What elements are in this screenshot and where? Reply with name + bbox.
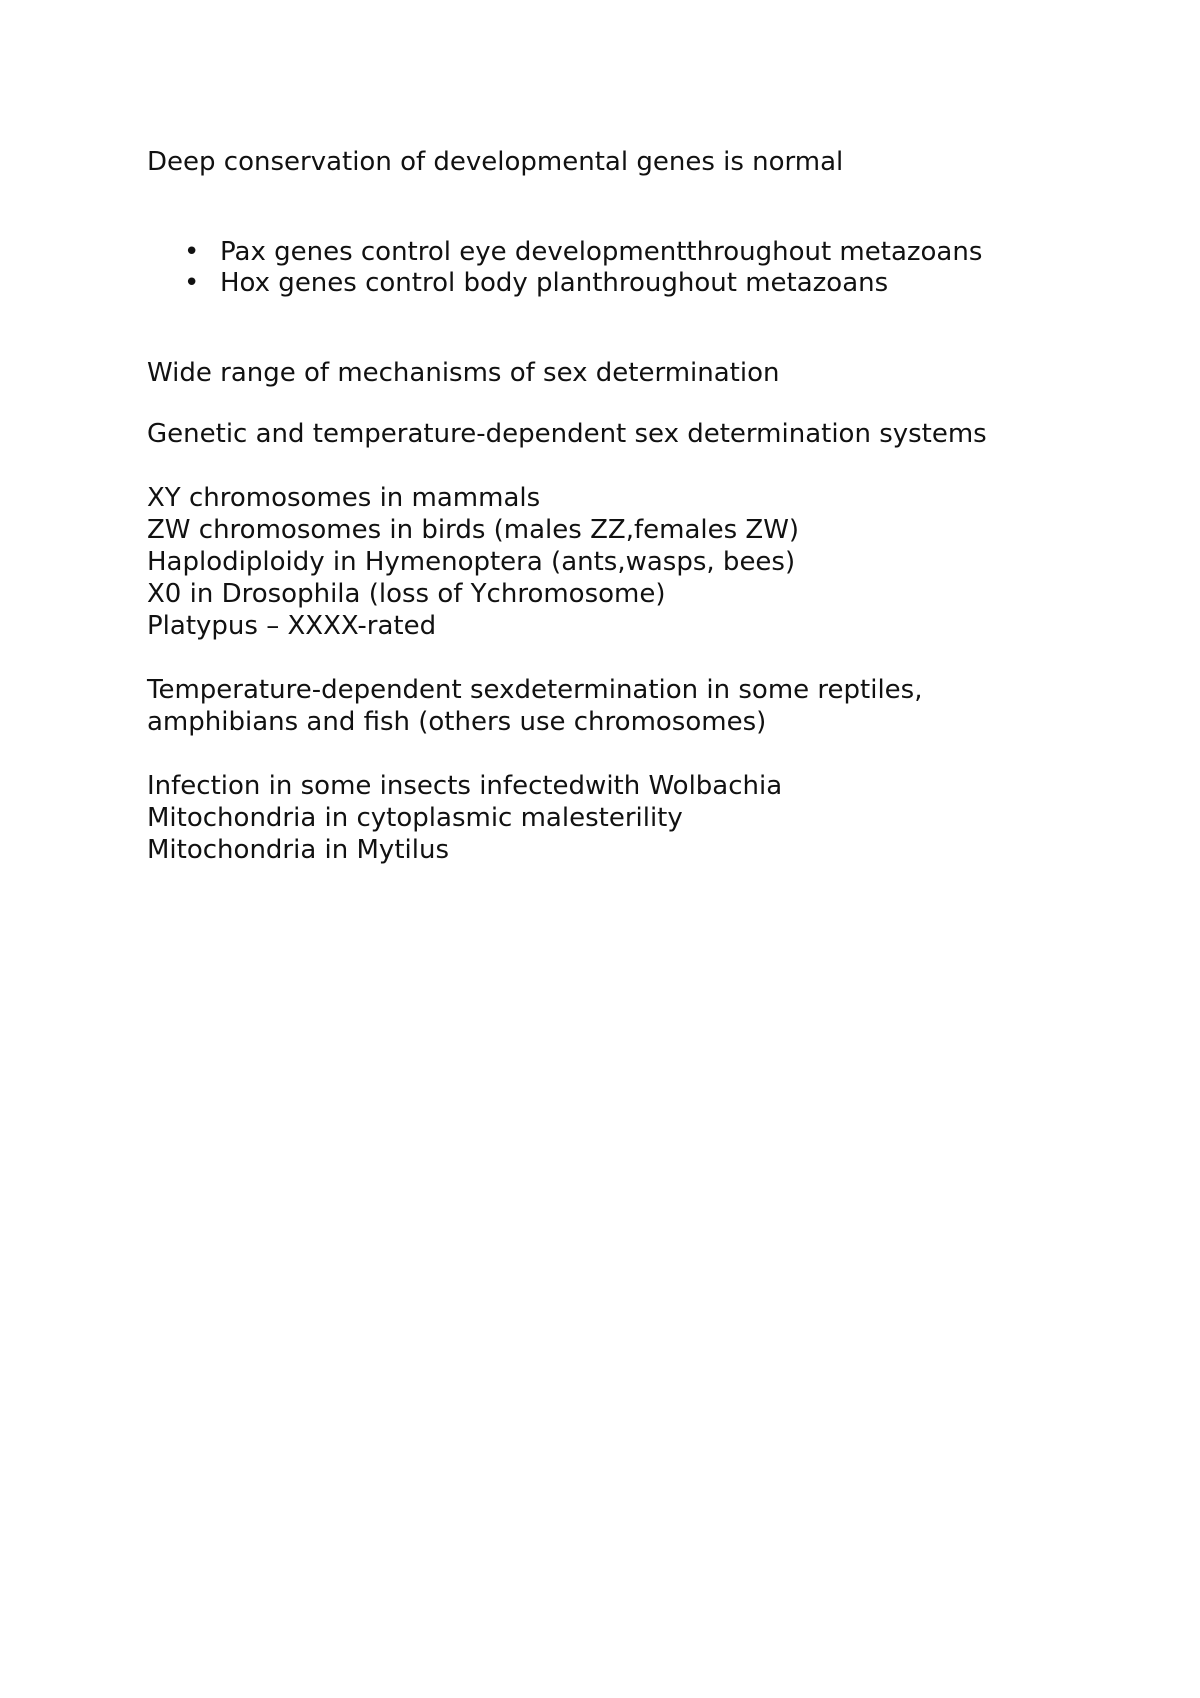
bullet-text: Pax genes control eye developmentthroughout metazoans [220, 237, 983, 267]
chromosome-line: XY chromosomes in mammals [147, 483, 541, 513]
temperature-line: amphibians and fish (others use chromosomes) [147, 707, 767, 737]
heading-conservation: Deep conservation of developmental genes is normal [147, 147, 844, 177]
chromosome-line: ZW chromosomes in birds (males ZZ,females ZW) [147, 515, 800, 545]
subheading-systems: Genetic and temperature-dependent sex determination systems [147, 419, 987, 449]
bullet-icon: • [184, 237, 200, 267]
other-mechanism-line: Infection in some insects infectedwith Wolbachia [147, 771, 783, 801]
other-mechanism-line: Mitochondria in cytoplasmic malesterility [147, 803, 683, 833]
chromosome-line: Platypus – XXXX-rated [147, 611, 437, 641]
temperature-line: Temperature-dependent sexdetermination in some reptiles, [147, 675, 923, 705]
chromosome-line: Haplodiploidy in Hymenoptera (ants,wasps, bees) [147, 547, 796, 577]
heading-sex-determination: Wide range of mechanisms of sex determination [147, 358, 780, 388]
bullet-icon: • [184, 268, 200, 298]
bullet-text: Hox genes control body planthroughout metazoans [220, 268, 889, 298]
other-mechanism-line: Mitochondria in Mytilus [147, 835, 449, 865]
chromosome-line: X0 in Drosophila (loss of Ychromosome) [147, 579, 666, 609]
